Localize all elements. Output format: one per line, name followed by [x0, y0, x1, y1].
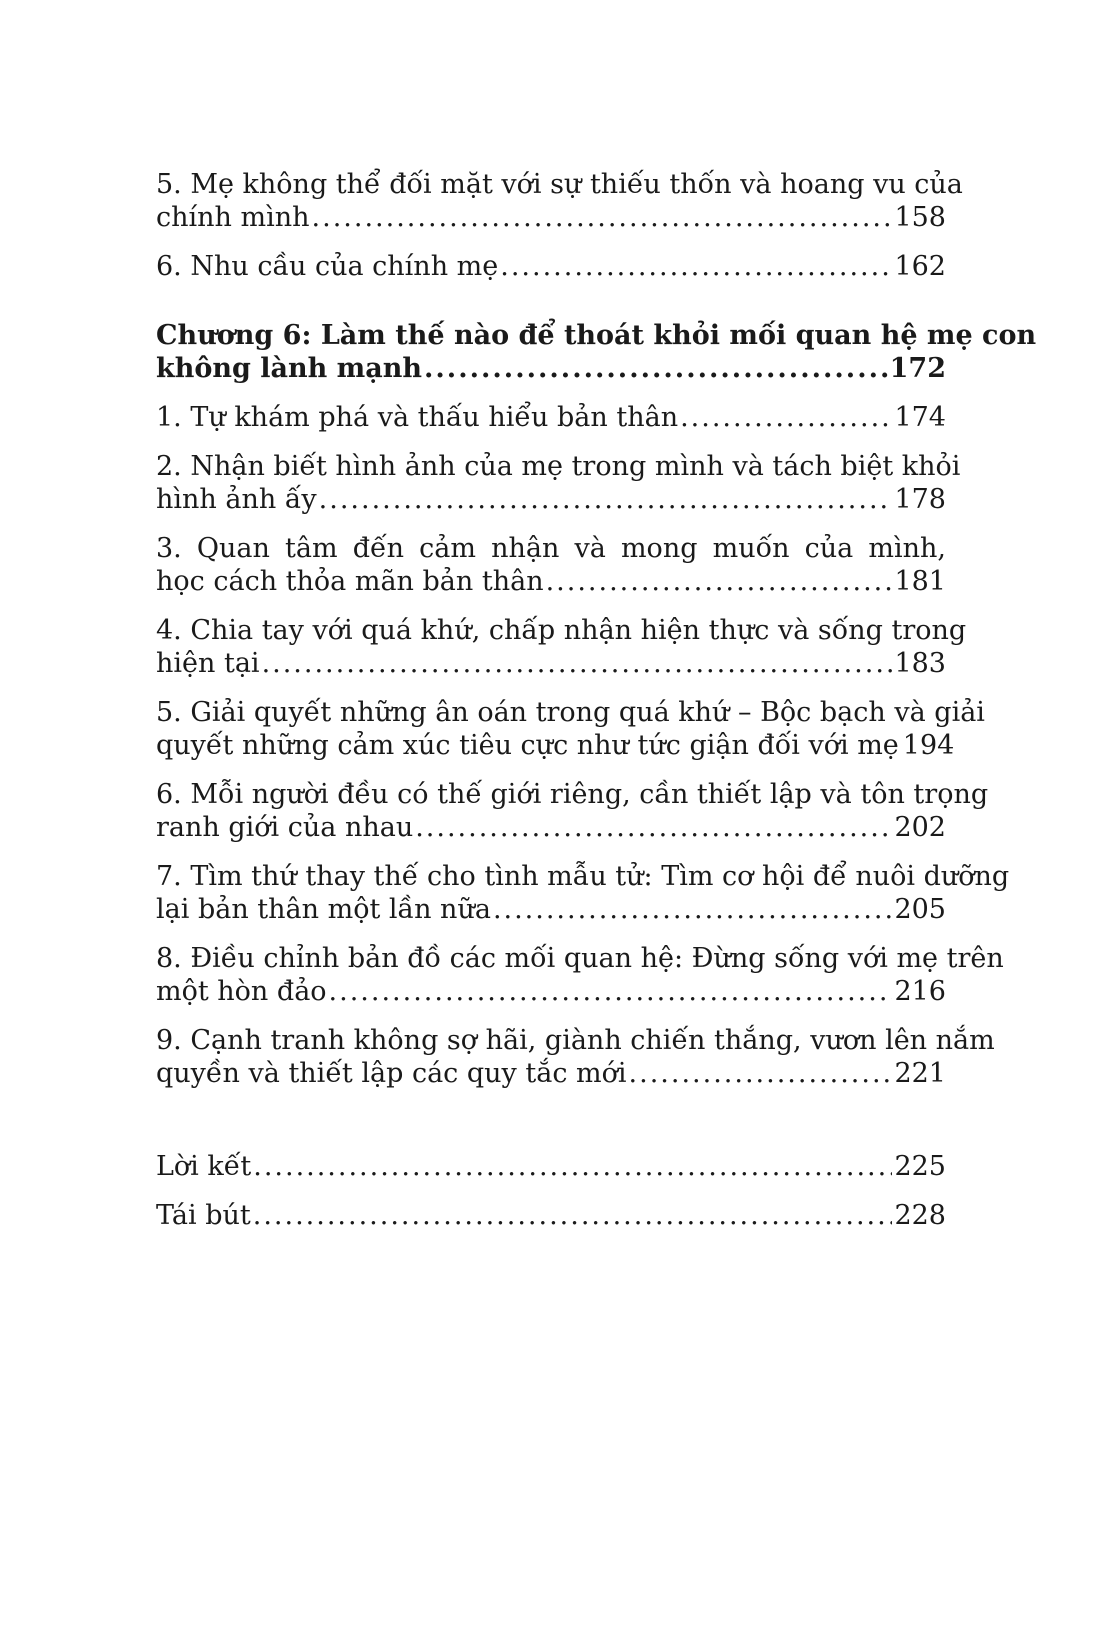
toc-entry — [156, 1024, 995, 1090]
toc-entry-page: 174 — [894, 402, 946, 433]
toc-entry-page: 162 — [894, 251, 946, 282]
toc-entry-title: 6. Nhu cầu của chính mẹ — [156, 251, 499, 282]
dot-leader — [546, 565, 893, 598]
toc-entry-page: 202 — [894, 812, 946, 843]
toc-entry-line — [156, 893, 946, 926]
toc-entry-title-line1: 5. Giải quyết những ân oán trong quá khứ – Bộc bạch và giải — [156, 697, 985, 728]
toc-entry — [156, 450, 961, 516]
toc-entry-title: Lời kết — [156, 1151, 252, 1182]
toc-entry-line — [156, 201, 946, 234]
toc-entry-title-line1: 3. Quan tâm đến cảm nhận và mong muốn của mình, — [156, 533, 946, 564]
table-of-contents — [156, 168, 1037, 1232]
chapter-heading — [156, 319, 1037, 385]
chapter-page: 172 — [889, 353, 946, 384]
toc-entry-line — [156, 565, 946, 598]
toc-entry-title: Tái bút — [156, 1200, 251, 1231]
toc-entry-title-line1: 7. Tìm thứ thay thế cho tình mẫu tử: Tìm cơ hội để nuôi dưỡng — [156, 861, 1010, 892]
toc-entry-page: 228 — [894, 1200, 946, 1231]
dot-leader — [262, 647, 893, 680]
toc-entry-page: 194 — [902, 730, 955, 761]
dot-leader — [629, 1057, 893, 1090]
toc-entry — [156, 1150, 946, 1183]
toc-entry — [156, 614, 967, 680]
toc-entry — [156, 1199, 946, 1232]
toc-entry-title-line2: hiện tại — [156, 648, 260, 679]
toc-entry-line — [156, 1199, 946, 1232]
toc-entry-line — [156, 483, 946, 516]
toc-entry-page: 225 — [894, 1151, 946, 1182]
toc-entry — [156, 696, 985, 762]
toc-entry-title-line1: 9. Cạnh tranh không sợ hãi, giành chiến thắng, vươn lên nắm — [156, 1025, 995, 1056]
dot-leader — [329, 975, 893, 1008]
toc-entry-title-line2: hình ảnh ấy — [156, 484, 317, 515]
toc-entry-page: 183 — [894, 648, 946, 679]
dot-leader — [319, 483, 893, 516]
toc-entry-page: 178 — [894, 484, 946, 515]
toc-entry-page: 205 — [894, 894, 946, 925]
toc-entry-page: 181 — [894, 566, 946, 597]
toc-entry-title-line1: 2. Nhận biết hình ảnh của mẹ trong mình và tách biệt khỏi — [156, 451, 961, 482]
toc-entry-title-line1: 4. Chia tay với quá khứ, chấp nhận hiện thực và sống trong — [156, 615, 967, 646]
dot-leader — [680, 401, 892, 434]
toc-entry-line — [156, 401, 946, 434]
toc-entry — [156, 250, 946, 283]
toc-entry — [156, 942, 1004, 1008]
dot-leader — [415, 811, 892, 844]
toc-entry-title-line2: quyết những cảm xúc tiêu cực như tức giận đối với mẹ — [156, 730, 899, 761]
toc-entry-line — [156, 250, 946, 283]
dot-leader — [493, 893, 893, 926]
toc-entry-page: 221 — [894, 1058, 946, 1089]
toc-entry-title-line1: 5. Mẹ không thể đối mặt với sự thiếu thốn và hoang vu của — [156, 169, 963, 200]
toc-entry-line — [156, 1057, 946, 1090]
chapter-line — [156, 352, 946, 385]
toc-entry-line — [156, 1150, 946, 1183]
toc-entry-title-line2: một hòn đảo — [156, 976, 327, 1007]
toc-entry-title-line2: quyền và thiết lập các quy tắc mới — [156, 1058, 627, 1089]
toc-entry-title-line2: chính mình — [156, 202, 310, 233]
toc-entry — [156, 532, 946, 598]
toc-entry-line — [156, 975, 946, 1008]
dot-leader — [424, 352, 888, 385]
toc-entry-line — [156, 811, 946, 844]
toc-entry — [156, 168, 963, 234]
dot-leader — [500, 250, 892, 283]
toc-entry-line — [156, 729, 955, 762]
toc-entry-title: 1. Tự khám phá và thấu hiểu bản thân — [156, 402, 679, 433]
chapter-title-line1: Chương 6: Làm thế nào để thoát khỏi mối quan hệ mẹ con — [156, 320, 1037, 351]
toc-entry-line — [156, 647, 946, 680]
dot-leader — [253, 1150, 892, 1183]
dot-leader — [312, 201, 893, 234]
toc-entry-title-line2: học cách thỏa mãn bản thân — [156, 566, 544, 597]
chapter-title-line2: không lành mạnh — [156, 353, 422, 384]
dot-leader — [253, 1199, 893, 1232]
toc-entry-title-line1: 6. Mỗi người đều có thế giới riêng, cần thiết lập và tôn trọng — [156, 779, 989, 810]
toc-entry-title-line2: lại bản thân một lần nữa — [156, 894, 491, 925]
toc-entry-title-line1: 8. Điều chỉnh bản đồ các mối quan hệ: Đừng sống với mẹ trên — [156, 943, 1004, 974]
toc-entry — [156, 778, 989, 844]
toc-entry-page: 158 — [894, 202, 946, 233]
toc-entry-page: 216 — [894, 976, 946, 1007]
toc-entry — [156, 860, 1010, 926]
toc-entry-title-line2: ranh giới của nhau — [156, 812, 414, 843]
toc-entry — [156, 401, 946, 434]
